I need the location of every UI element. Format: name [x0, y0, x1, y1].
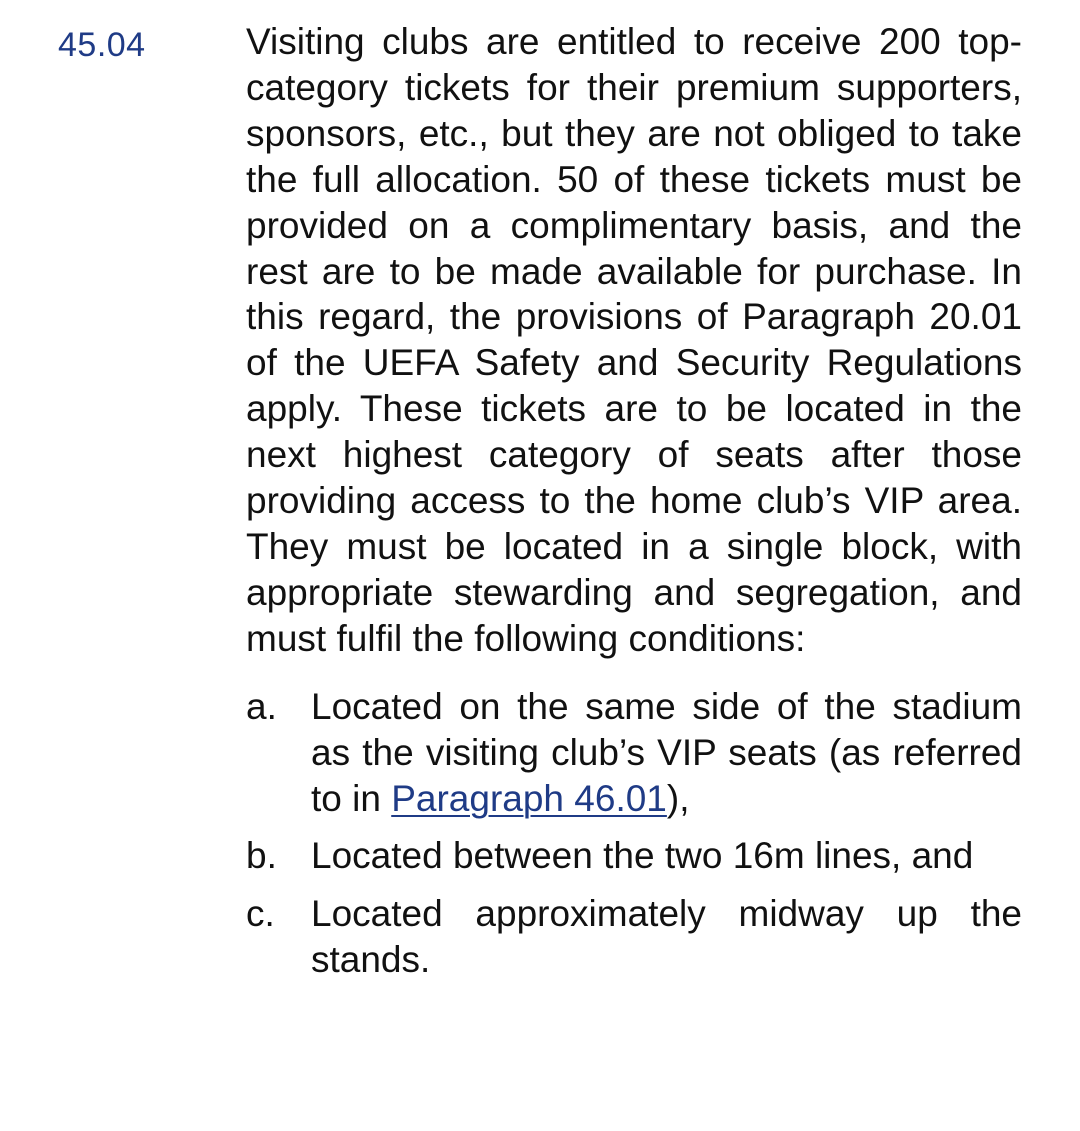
condition-text: Located between the two 16m lines, and	[311, 835, 974, 877]
paragraph-46-01-link[interactable]: Paragraph 46.01	[391, 777, 667, 819]
condition-item-b	[246, 833, 1022, 879]
condition-marker: a.	[246, 685, 277, 727]
condition-item-a	[246, 684, 1022, 822]
condition-text-after: ),	[666, 777, 690, 819]
article-body	[246, 19, 1022, 995]
article-paragraph: Visiting clubs are entitled to receive 200 top-category tickets for their premium supporters, sponsors, etc., but they are not obliged to take the full allocation. 50 of these tickets must be provided on a complimentary basis, and the rest are to be made available for purchase. In this regard, the provisions of Paragraph 20.01 of the UEFA Safety and Security Regulations apply. These tickets are to be located in the next highest category of seats after those providing access to the home club’s VIP area. They must be located in a single block, with appropriate stewarding and segregation, and must fulfil the following conditions:	[246, 21, 1022, 659]
condition-text-main: Located on the same side of the stadium as the visiting club’s VIP seats (as referred to in	[311, 685, 1022, 819]
condition-text: Located approximately midway up the stands.	[311, 893, 1022, 981]
condition-item-c	[246, 891, 1022, 983]
condition-text	[311, 684, 1022, 822]
article-number: 45.04	[58, 26, 146, 64]
condition-marker: c.	[246, 893, 275, 935]
condition-marker: b.	[246, 835, 277, 877]
conditions-list	[246, 684, 1022, 983]
